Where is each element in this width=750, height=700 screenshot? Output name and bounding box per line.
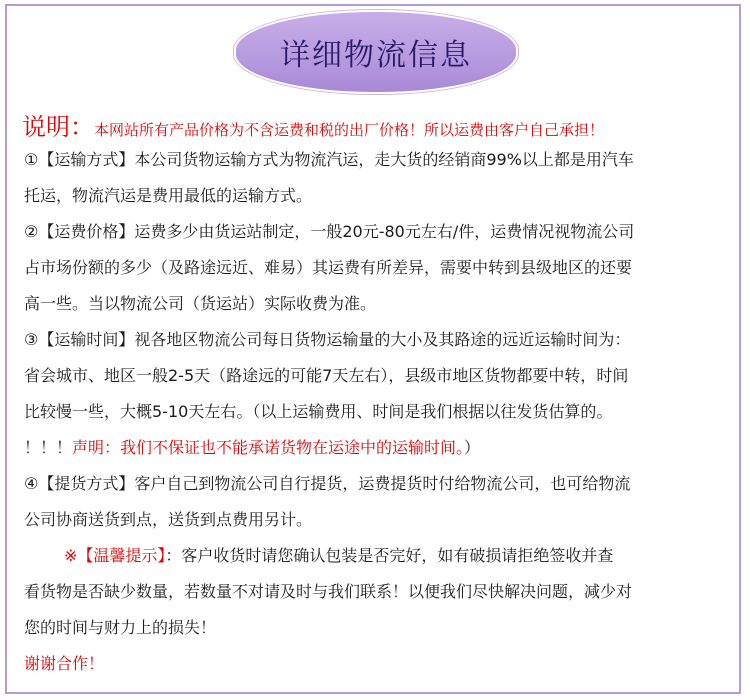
shipping-cost-line-2: 占市场份额的多少（及路途远近、难易）其运费有所差异，需要中转到县级地区的还要 — [24, 258, 633, 277]
shipping-time-line-1: ③【运输时间】视各地区物流公司每日货物运输量的大小及其路途的远近运输时间为： — [24, 330, 631, 349]
reminder-line-3: 您的时间与财力上的损失！ — [24, 618, 217, 637]
reminder-line-1 — [64, 546, 613, 566]
shipping-method-line-2: 托运，物流汽运是费用最低的运输方式。 — [24, 186, 313, 205]
note-label: 说明： — [22, 113, 94, 141]
shipping-time-line-2: 省会城市、地区一般2-5天（路途远的可能7天左右），县级市地区货物都要中转，时间 — [24, 366, 629, 385]
thanks-text: 谢谢合作！ — [24, 654, 105, 673]
shipping-cost-line-1: ②【运费价格】运费多少由货运站制定，一般20元-80元左右/件，运费情况视物流公司 — [24, 222, 635, 241]
disclaimer-line — [24, 438, 480, 458]
disclaimer-text: 声明：我们不保证也不能承诺货物在运途中的运输时间。 — [72, 438, 465, 457]
reminder-line-2: 看货物是否缺少数量，若数量不对请及时与我们联系！以便我们尽快解决问题，减少对 — [24, 582, 633, 601]
shipping-method-line-1: ①【运输方式】本公司货物运输方式为物流汽运，走大货的经销商99%以上都是用汽车 — [24, 150, 634, 169]
shipping-cost-line-3: 高一些。当以物流公司（货运站）实际收费为准。 — [24, 294, 377, 313]
page-title: 详细物流信息 — [280, 38, 472, 73]
pickup-method-line-1: ④【提货方式】客户自己到物流公司自行提货，运费提货时付给物流公司，也可给物流 — [24, 474, 631, 493]
pickup-method-line-2: 公司协商送货到点，送货到点费用另计。 — [24, 510, 313, 529]
pricing-note — [22, 107, 604, 142]
reminder-label: ※【温馨提示】 — [64, 546, 166, 565]
title-banner — [234, 10, 518, 94]
disclaimer-suffix: ） — [464, 438, 481, 457]
disclaimer-prefix: ！！！ — [24, 438, 73, 457]
reminder-text: ：客户收货时请您确认包装是否完好，如有破损请拒绝签收并查 — [165, 546, 614, 565]
note-text: 本网站所有产品价格为不含运费和税的出厂价格！所以运费由客户自己承担！ — [94, 121, 605, 139]
shipping-time-line-3: 比较慢一些，大概5-10天左右。（以上运输费用、时间是我们根据以往发货估算的。 — [24, 402, 613, 421]
